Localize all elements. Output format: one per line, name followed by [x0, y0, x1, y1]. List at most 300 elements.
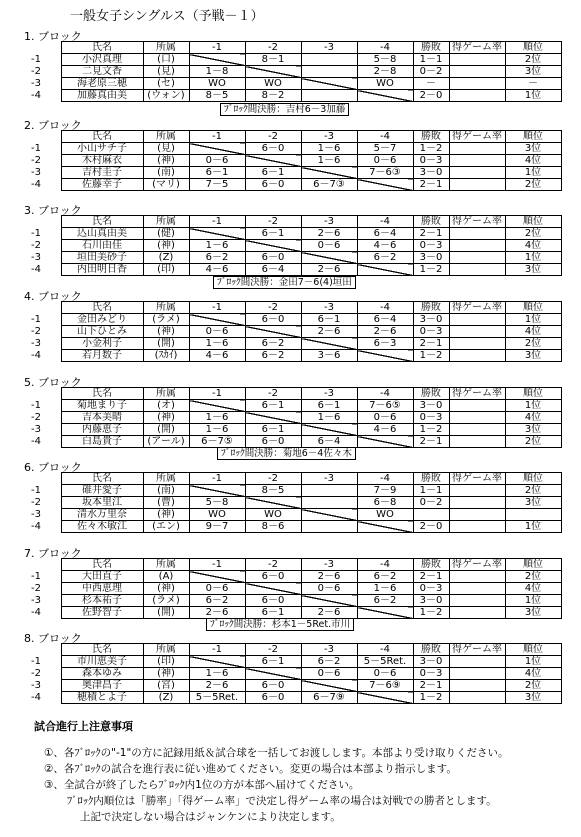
- cell-r1: [189, 228, 245, 240]
- cell-no: -1: [28, 54, 61, 66]
- table-row: [28, 78, 561, 90]
- cell-no: -1: [28, 400, 61, 412]
- table-row: [28, 167, 561, 179]
- cell-r2: [245, 583, 301, 595]
- cell-team: (神): [143, 583, 189, 595]
- cell-name: 加藤真由美: [61, 90, 143, 102]
- column-header: 氏名: [61, 559, 143, 571]
- cell-r2: 6－0: [245, 692, 301, 704]
- cell-rank: 2位: [505, 571, 561, 583]
- cell-no: -3: [28, 252, 61, 264]
- cell-rate: [449, 497, 505, 509]
- cell-wl: 2－1: [413, 680, 449, 692]
- cell-r2: 8－5: [245, 485, 301, 497]
- cell-rate: [449, 668, 505, 680]
- cell-r3: [301, 78, 357, 90]
- cell-wl: 1－1: [413, 54, 449, 66]
- playoff-result: ﾌﾞﾛｯｸ間決勝：金田7－6(4)垣田: [213, 276, 356, 289]
- cell-r3: [301, 90, 357, 102]
- cell-wl: 3－0: [413, 656, 449, 668]
- cell-r1: 9－7: [189, 521, 245, 533]
- cell-r4: 1－6: [357, 583, 413, 595]
- cell-r1: 5－5Ret.: [189, 692, 245, 704]
- cell-r2: [245, 668, 301, 680]
- block-label: 2. ブロック: [24, 119, 82, 132]
- cell-rank: 2位: [505, 228, 561, 240]
- cell-name: 若月数子: [61, 350, 143, 362]
- cell-wl: －: [413, 78, 449, 90]
- cell-rank: 4位: [505, 326, 561, 338]
- cell-wl: 3－0: [413, 252, 449, 264]
- cell-r4: 6－2: [357, 571, 413, 583]
- cell-no: -2: [28, 497, 61, 509]
- cell-wl: 3－0: [413, 167, 449, 179]
- cell-rate: [449, 252, 505, 264]
- cell-team: (開): [143, 338, 189, 350]
- column-header: -1: [189, 473, 245, 485]
- table-row: [28, 680, 561, 692]
- cell-r3: [301, 252, 357, 264]
- cell-r1: 1－6: [189, 412, 245, 424]
- cell-r1: 1－6: [189, 240, 245, 252]
- cell-name: 大田直子: [61, 571, 143, 583]
- cell-r1: 0－6: [189, 155, 245, 167]
- cell-wl: 0－3: [413, 412, 449, 424]
- cell-r1: [189, 314, 245, 326]
- column-header: 順位: [505, 302, 561, 314]
- cell-r2: [245, 326, 301, 338]
- table-row: [28, 228, 561, 240]
- cell-wl: 0－3: [413, 583, 449, 595]
- cell-team: (オ): [143, 400, 189, 412]
- cell-r2: 6－1: [245, 167, 301, 179]
- playoff-result: ﾌﾞﾛｯｸ間決勝：吉村6－3加藤: [220, 103, 349, 116]
- cell-name: 小山サチ子: [61, 143, 143, 155]
- column-header: 勝敗: [413, 302, 449, 314]
- column-header: -1: [189, 388, 245, 400]
- cell-rate: [449, 90, 505, 102]
- cell-team: (口): [143, 54, 189, 66]
- cell-rate: [449, 595, 505, 607]
- cell-r4: 7－6③: [357, 167, 413, 179]
- cell-name: 森本ゆみ: [61, 668, 143, 680]
- cell-wl: 0－2: [413, 497, 449, 509]
- cell-r3: 6－1: [301, 314, 357, 326]
- cell-name: 中西恵理: [61, 583, 143, 595]
- cell-r3: 6－7③: [301, 179, 357, 191]
- cell-rate: [449, 66, 505, 78]
- cell-rank: 3位: [505, 350, 561, 362]
- table-row: [28, 338, 561, 350]
- cell-no: -4: [28, 521, 61, 533]
- cell-r3: [301, 424, 357, 436]
- cell-name: 内藤恵子: [61, 424, 143, 436]
- cell-team: (南): [143, 485, 189, 497]
- cell-r2: [245, 412, 301, 424]
- cell-team: (見): [143, 66, 189, 78]
- cell-rate: [449, 167, 505, 179]
- column-header: -3: [301, 644, 357, 656]
- cell-r3: 2－6: [301, 607, 357, 619]
- table-row: [28, 509, 561, 521]
- cell-team: (セ): [143, 78, 189, 90]
- cell-r1: [189, 54, 245, 66]
- column-header: -2: [245, 388, 301, 400]
- cell-r4: 0－6: [357, 668, 413, 680]
- cell-r1: 0－6: [189, 326, 245, 338]
- header-blank: [28, 473, 61, 485]
- cell-wl: 1－2: [413, 143, 449, 155]
- cell-name: 穂積とよ子: [61, 692, 143, 704]
- cell-r3: [301, 167, 357, 179]
- cell-team: (Z): [143, 692, 189, 704]
- cell-r2: 6－0: [245, 571, 301, 583]
- column-header: -3: [301, 216, 357, 228]
- cell-wl: 1－2: [413, 264, 449, 276]
- cell-name: 二見文香: [61, 66, 143, 78]
- column-header: 得ゲーム率: [449, 302, 505, 314]
- column-header: 勝敗: [413, 216, 449, 228]
- cell-rank: [505, 509, 561, 521]
- cell-r3: [301, 54, 357, 66]
- cell-name: 山下ひとみ: [61, 326, 143, 338]
- cell-rank: 4位: [505, 240, 561, 252]
- column-header: 順位: [505, 473, 561, 485]
- cell-team: (印): [143, 656, 189, 668]
- cell-no: -1: [28, 485, 61, 497]
- table-row: [28, 90, 561, 102]
- cell-r3: 6－4: [301, 436, 357, 448]
- cell-name: 石川由佳: [61, 240, 143, 252]
- column-header: -2: [245, 559, 301, 571]
- cell-r3: 2－6: [301, 264, 357, 276]
- cell-name: 佐野智子: [61, 607, 143, 619]
- cell-r3: [301, 680, 357, 692]
- cell-rate: [449, 264, 505, 276]
- cell-r1: 1－6: [189, 338, 245, 350]
- cell-r4: 6－4: [357, 314, 413, 326]
- cell-name: 小沢真理: [61, 54, 143, 66]
- cell-r3: 2－6: [301, 228, 357, 240]
- cell-r1: 6－1: [189, 167, 245, 179]
- table-row: [28, 424, 561, 436]
- cell-wl: 1－2: [413, 350, 449, 362]
- block-table: [28, 472, 562, 533]
- cell-no: -2: [28, 583, 61, 595]
- column-header: 氏名: [61, 42, 143, 54]
- cell-r3: [301, 497, 357, 509]
- header-blank: [28, 388, 61, 400]
- cell-rate: [449, 521, 505, 533]
- header-blank: [28, 216, 61, 228]
- column-header: 勝敗: [413, 42, 449, 54]
- table-row: [28, 179, 561, 191]
- cell-name: 内田明日香: [61, 264, 143, 276]
- cell-r1: [189, 656, 245, 668]
- header-row: [28, 42, 561, 54]
- cell-r4: [357, 607, 413, 619]
- column-header: 得ゲーム率: [449, 473, 505, 485]
- cell-team: (神): [143, 412, 189, 424]
- block-table: [28, 558, 562, 619]
- cell-r1: 4－6: [189, 350, 245, 362]
- header-row: [28, 216, 561, 228]
- cell-wl: 1－2: [413, 607, 449, 619]
- header-row: [28, 559, 561, 571]
- cell-team: (神): [143, 326, 189, 338]
- cell-rate: [449, 692, 505, 704]
- cell-rate: [449, 155, 505, 167]
- cell-r3: 1－6: [301, 155, 357, 167]
- cell-r4: 6－2: [357, 595, 413, 607]
- cell-r3: 0－6: [301, 240, 357, 252]
- block-label: 1. ブロック: [24, 30, 82, 43]
- cell-r2: 8－6: [245, 521, 301, 533]
- cell-rate: [449, 54, 505, 66]
- cell-r3: 2－6: [301, 571, 357, 583]
- cell-team: (神): [143, 240, 189, 252]
- cell-no: -2: [28, 240, 61, 252]
- column-header: -4: [357, 388, 413, 400]
- cell-r1: [189, 485, 245, 497]
- cell-name: 碓井愛子: [61, 485, 143, 497]
- header-row: [28, 388, 561, 400]
- cell-r2: [245, 155, 301, 167]
- block-table: [28, 387, 562, 448]
- cell-name: 奥津昌子: [61, 680, 143, 692]
- block-table: [28, 643, 562, 704]
- cell-team: (アール): [143, 436, 189, 448]
- column-header: -4: [357, 131, 413, 143]
- column-header: -2: [245, 644, 301, 656]
- cell-rank: 3位: [505, 692, 561, 704]
- cell-r3: 0－6: [301, 668, 357, 680]
- cell-r1: 6－2: [189, 252, 245, 264]
- cell-team: (ウォン): [143, 90, 189, 102]
- cell-team: (Z): [143, 252, 189, 264]
- cell-r4: [357, 692, 413, 704]
- column-header: 得ゲーム率: [449, 131, 505, 143]
- table-row: [28, 412, 561, 424]
- cell-r2: 6－2: [245, 338, 301, 350]
- cell-rate: [449, 78, 505, 90]
- table-row: [28, 571, 561, 583]
- cell-r2: [245, 497, 301, 509]
- cell-team: (印): [143, 264, 189, 276]
- cell-r4: WO: [357, 509, 413, 521]
- cell-r4: 6－3: [357, 338, 413, 350]
- cell-rank: －: [505, 78, 561, 90]
- cell-wl: 1－2: [413, 424, 449, 436]
- cell-rate: [449, 412, 505, 424]
- cell-r4: [357, 179, 413, 191]
- cell-no: -1: [28, 143, 61, 155]
- cell-wl: 0－3: [413, 155, 449, 167]
- cell-no: -4: [28, 264, 61, 276]
- column-header: -2: [245, 216, 301, 228]
- cell-team: (マリ): [143, 179, 189, 191]
- column-header: 氏名: [61, 302, 143, 314]
- cell-team: (開): [143, 424, 189, 436]
- block-label: 7. ブロック: [24, 547, 82, 560]
- cell-no: -4: [28, 90, 61, 102]
- column-header: -3: [301, 42, 357, 54]
- cell-team: (宮): [143, 680, 189, 692]
- cell-rank: 3位: [505, 66, 561, 78]
- cell-r2: WO: [245, 78, 301, 90]
- note-line-1: ①、各ﾌﾞﾛｯｸの"-1"の方に記録用紙＆試合球を一括してお渡しします。本部より受け取りください。: [44, 747, 509, 759]
- cell-name: 菊地まり子: [61, 400, 143, 412]
- cell-team: (ｽｶｲ): [143, 350, 189, 362]
- table-row: [28, 264, 561, 276]
- cell-r2: 6－0: [245, 595, 301, 607]
- cell-r4: 5－7: [357, 143, 413, 155]
- cell-r3: 1－6: [301, 412, 357, 424]
- cell-r3: 6－7⑨: [301, 692, 357, 704]
- playoff-result: ﾌﾞﾛｯｸ間決勝：菊地6－4佐々木: [217, 447, 356, 460]
- cell-r4: 7－9: [357, 485, 413, 497]
- column-header: 氏名: [61, 131, 143, 143]
- cell-team: (神): [143, 668, 189, 680]
- cell-name: 白島貴子: [61, 436, 143, 448]
- cell-rate: [449, 583, 505, 595]
- cell-r1: 1－8: [189, 66, 245, 78]
- cell-team: (ラメ): [143, 595, 189, 607]
- cell-r1: 6－7⑤: [189, 436, 245, 448]
- cell-r1: WO: [189, 78, 245, 90]
- cell-r4: 0－6: [357, 155, 413, 167]
- cell-rank: 4位: [505, 412, 561, 424]
- cell-r1: 2－6: [189, 680, 245, 692]
- cell-no: -4: [28, 350, 61, 362]
- column-header: -3: [301, 473, 357, 485]
- cell-wl: 0－3: [413, 326, 449, 338]
- cell-r4: 2－6: [357, 326, 413, 338]
- column-header: -3: [301, 302, 357, 314]
- cell-r1: [189, 571, 245, 583]
- column-header: -1: [189, 644, 245, 656]
- cell-team: (A): [143, 571, 189, 583]
- column-header: 順位: [505, 559, 561, 571]
- cell-no: -3: [28, 78, 61, 90]
- cell-r1: [189, 143, 245, 155]
- cell-r1: 4－6: [189, 264, 245, 276]
- cell-r2: 6－1: [245, 656, 301, 668]
- cell-wl: 3－0: [413, 595, 449, 607]
- column-header: -2: [245, 302, 301, 314]
- cell-wl: 0－3: [413, 240, 449, 252]
- cell-r4: [357, 350, 413, 362]
- cell-r2: [245, 66, 301, 78]
- cell-no: -3: [28, 595, 61, 607]
- column-header: -4: [357, 473, 413, 485]
- cell-rate: [449, 314, 505, 326]
- cell-rate: [449, 326, 505, 338]
- note-line-5: 上記で決定しない場合はジャンケンにより決定します。: [80, 811, 341, 823]
- table-row: [28, 252, 561, 264]
- table-row: [28, 485, 561, 497]
- column-header: -1: [189, 559, 245, 571]
- table-row: [28, 143, 561, 155]
- cell-no: -1: [28, 314, 61, 326]
- cell-wl: 2－1: [413, 228, 449, 240]
- cell-rank: 2位: [505, 680, 561, 692]
- cell-name: 佐藤幸子: [61, 179, 143, 191]
- cell-rate: [449, 240, 505, 252]
- column-header: 順位: [505, 644, 561, 656]
- cell-r2: 6－0: [245, 314, 301, 326]
- cell-r4: 6－8: [357, 497, 413, 509]
- table-row: [28, 436, 561, 448]
- cell-team: (南): [143, 167, 189, 179]
- cell-team: (開): [143, 607, 189, 619]
- cell-name: 込山真由美: [61, 228, 143, 240]
- cell-r2: 6－0: [245, 179, 301, 191]
- cell-r4: 2－8: [357, 66, 413, 78]
- cell-team: (神): [143, 509, 189, 521]
- cell-r4: 0－6: [357, 412, 413, 424]
- cell-no: -3: [28, 167, 61, 179]
- cell-r4: [357, 521, 413, 533]
- column-header: 順位: [505, 42, 561, 54]
- cell-r2: 6－1: [245, 424, 301, 436]
- column-header: -2: [245, 42, 301, 54]
- note-line-2: ②、各ﾌﾞﾛｯｸの試合を進行表に従い進めてください。変更の場合は本部より指示します。: [44, 763, 457, 775]
- cell-no: -3: [28, 424, 61, 436]
- cell-r3: 2－6: [301, 326, 357, 338]
- cell-no: -2: [28, 66, 61, 78]
- block-label: 3. ブロック: [24, 204, 82, 217]
- cell-wl: 3－0: [413, 400, 449, 412]
- cell-rank: 3位: [505, 424, 561, 436]
- cell-rate: [449, 571, 505, 583]
- cell-r1: 6－2: [189, 595, 245, 607]
- cell-wl: 3－0: [413, 314, 449, 326]
- column-header: 所属: [143, 388, 189, 400]
- cell-no: -3: [28, 338, 61, 350]
- cell-r4: 6－4: [357, 228, 413, 240]
- cell-rank: 3位: [505, 143, 561, 155]
- block-label: 6. ブロック: [24, 461, 82, 474]
- cell-r4: 7－6⑤: [357, 400, 413, 412]
- cell-r1: [189, 400, 245, 412]
- cell-r4: [357, 264, 413, 276]
- cell-no: -2: [28, 668, 61, 680]
- cell-r1: 1－6: [189, 424, 245, 436]
- table-row: [28, 240, 561, 252]
- header-blank: [28, 302, 61, 314]
- column-header: 得ゲーム率: [449, 388, 505, 400]
- notes-title: 試合進行上注意事項: [34, 720, 133, 733]
- cell-wl: 1－1: [413, 485, 449, 497]
- column-header: -1: [189, 216, 245, 228]
- cell-r3: [301, 595, 357, 607]
- cell-name: 清水万里奈: [61, 509, 143, 521]
- table-row: [28, 521, 561, 533]
- column-header: 氏名: [61, 216, 143, 228]
- note-line-3: ③、全試合が終了したらﾌﾞﾛｯｸ内1位の方が本部へ届けてください。: [44, 779, 360, 791]
- cell-rank: 2位: [505, 338, 561, 350]
- cell-no: -2: [28, 412, 61, 424]
- header-blank: [28, 559, 61, 571]
- cell-no: -1: [28, 228, 61, 240]
- table-row: [28, 607, 561, 619]
- cell-r4: 7－6⑨: [357, 680, 413, 692]
- cell-team: (曹): [143, 497, 189, 509]
- cell-r4: 4－6: [357, 424, 413, 436]
- header-row: [28, 644, 561, 656]
- cell-rank: 2位: [505, 179, 561, 191]
